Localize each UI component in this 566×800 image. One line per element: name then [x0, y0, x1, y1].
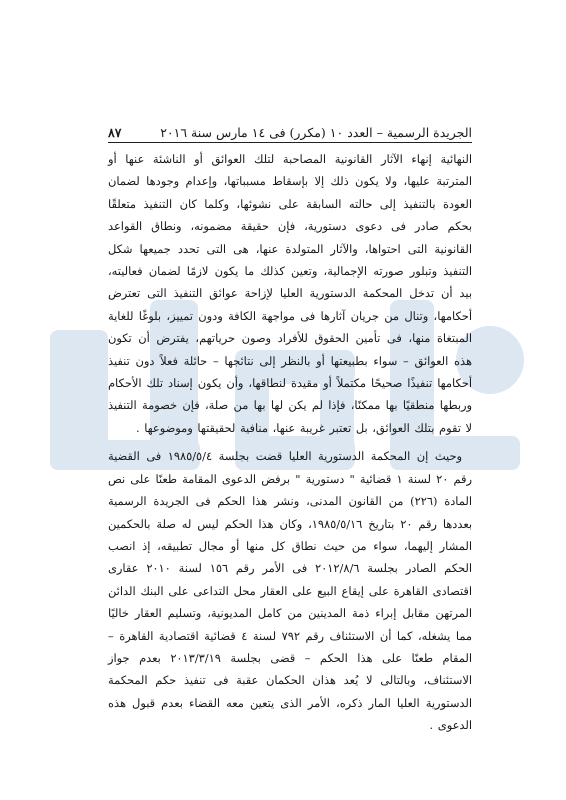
page-header: [108, 118, 472, 140]
header-divider: [108, 142, 472, 143]
body-text: [108, 148, 472, 737]
paragraph: وحيث إن المحكمة الدستورية العليا قضت بجلسة ١٩٨٥/٥/٤ فى القضية رقم ٢٠ لسنة ١ قضائية " دستورية " برفض الدعوى المقامة طعنًا على نص المادة (٢٢٦) من القانون المدنى، ونشر هذا الحكم فى الجريدة الرسمية بعددها رقم ٢٠ بتاريخ ١٩٨٥/٥/١٦، وكان هذا الحكم ليس له صلة بالحكمين المشار إليهما، سواء من حيث نطاق كل منها أو مجال تطبيقه، إذ انصب الحكم الصادر بجلسة ٢٠١٢/٨/٦ فى الأمر رقم ١٥٦ لسنة ٢٠١٠ عقارى اقتصادى القاهرة على إيقاع البيع على العقار محل التداعى على البنك الدائن المرتهن مقابل إبراء ذمة المدينين من كامل المديونية، وتسليم العقار خاليًا مما يشغله، كما أن الاستئناف رقم ٧٩٢ لسنة ٤ قضائية اقتصادية القاهرة – المقام طعنًا على هذا الحكم – قضى بجلسة ٢٠١٣/٣/١٩ بعدم جواز الاستئناف، وبالتالى لا يُعد هذان الحكمان عقبة فى تنفيذ حكم المحكمة الدستورية العليا المار ذكره، الأمر الذى يتعين معه القضاء بعدم قبول هذه الدعوى .: [108, 449, 473, 733]
paragraph: النهائية إنهاء الآثار القانونية المصاحبة لتلك العوائق أو الناشئة عنها أو المترتبة عليها، ولا يكون ذلك إلا بإسقاط مسبباتها، وإعدام وجودها لضمان العودة بالتنفيذ إلى حالته السابقة على نشوئها، وكلما كان التنفيذ متعلقًا بحكم صادر فى دعوى دستورية، فإن حقيقة مضمونه، ونطاق القواعد القانونية التى احتواها، والآثار المتولدة عنها، هى التى تحدد جميعها شكل التنفيذ وتبلور صورته الإجمالية، وتعين كذلك ما يكون لازمًا لضمان فعاليته، بيد أن تدخل المحكمة الدستورية العليا لإزاحة عوائق التنفيذ التى تعترض أحكامها، وتنال من جريان آثارها فى مواجهة الكافة ودون تمييز، بلوغًا للغاية المبتغاة منها، فى تأمين الحقوق للأفراد وصون حرياتهم، يفترض أن تكون هذه العوائق – سواء بطبيعتها أو بالنظر إلى نتائجها – حائلة فعلاً دون تنفيذ أحكامها تنفيذًا صحيحًا مكتملاً أو مقيدة لنطاقها، وأن يكون إسناد تلك الأحكام وربطها منطقيًا بها ممكنًا، فإذا لم يكن لها بها من صلة، فإن خصومة التنفيذ لا تقوم بتلك العوائق، بل تعتبر غريبة عنها، منافية لحقيقتها وموضوعها .: [108, 152, 472, 435]
page-number: ٨٧: [108, 125, 122, 140]
gazette-title: الجريدة الرسمية – العدد ١٠ (مكرر) فى ١٤ مارس سنة ٢٠١٦: [160, 125, 472, 140]
